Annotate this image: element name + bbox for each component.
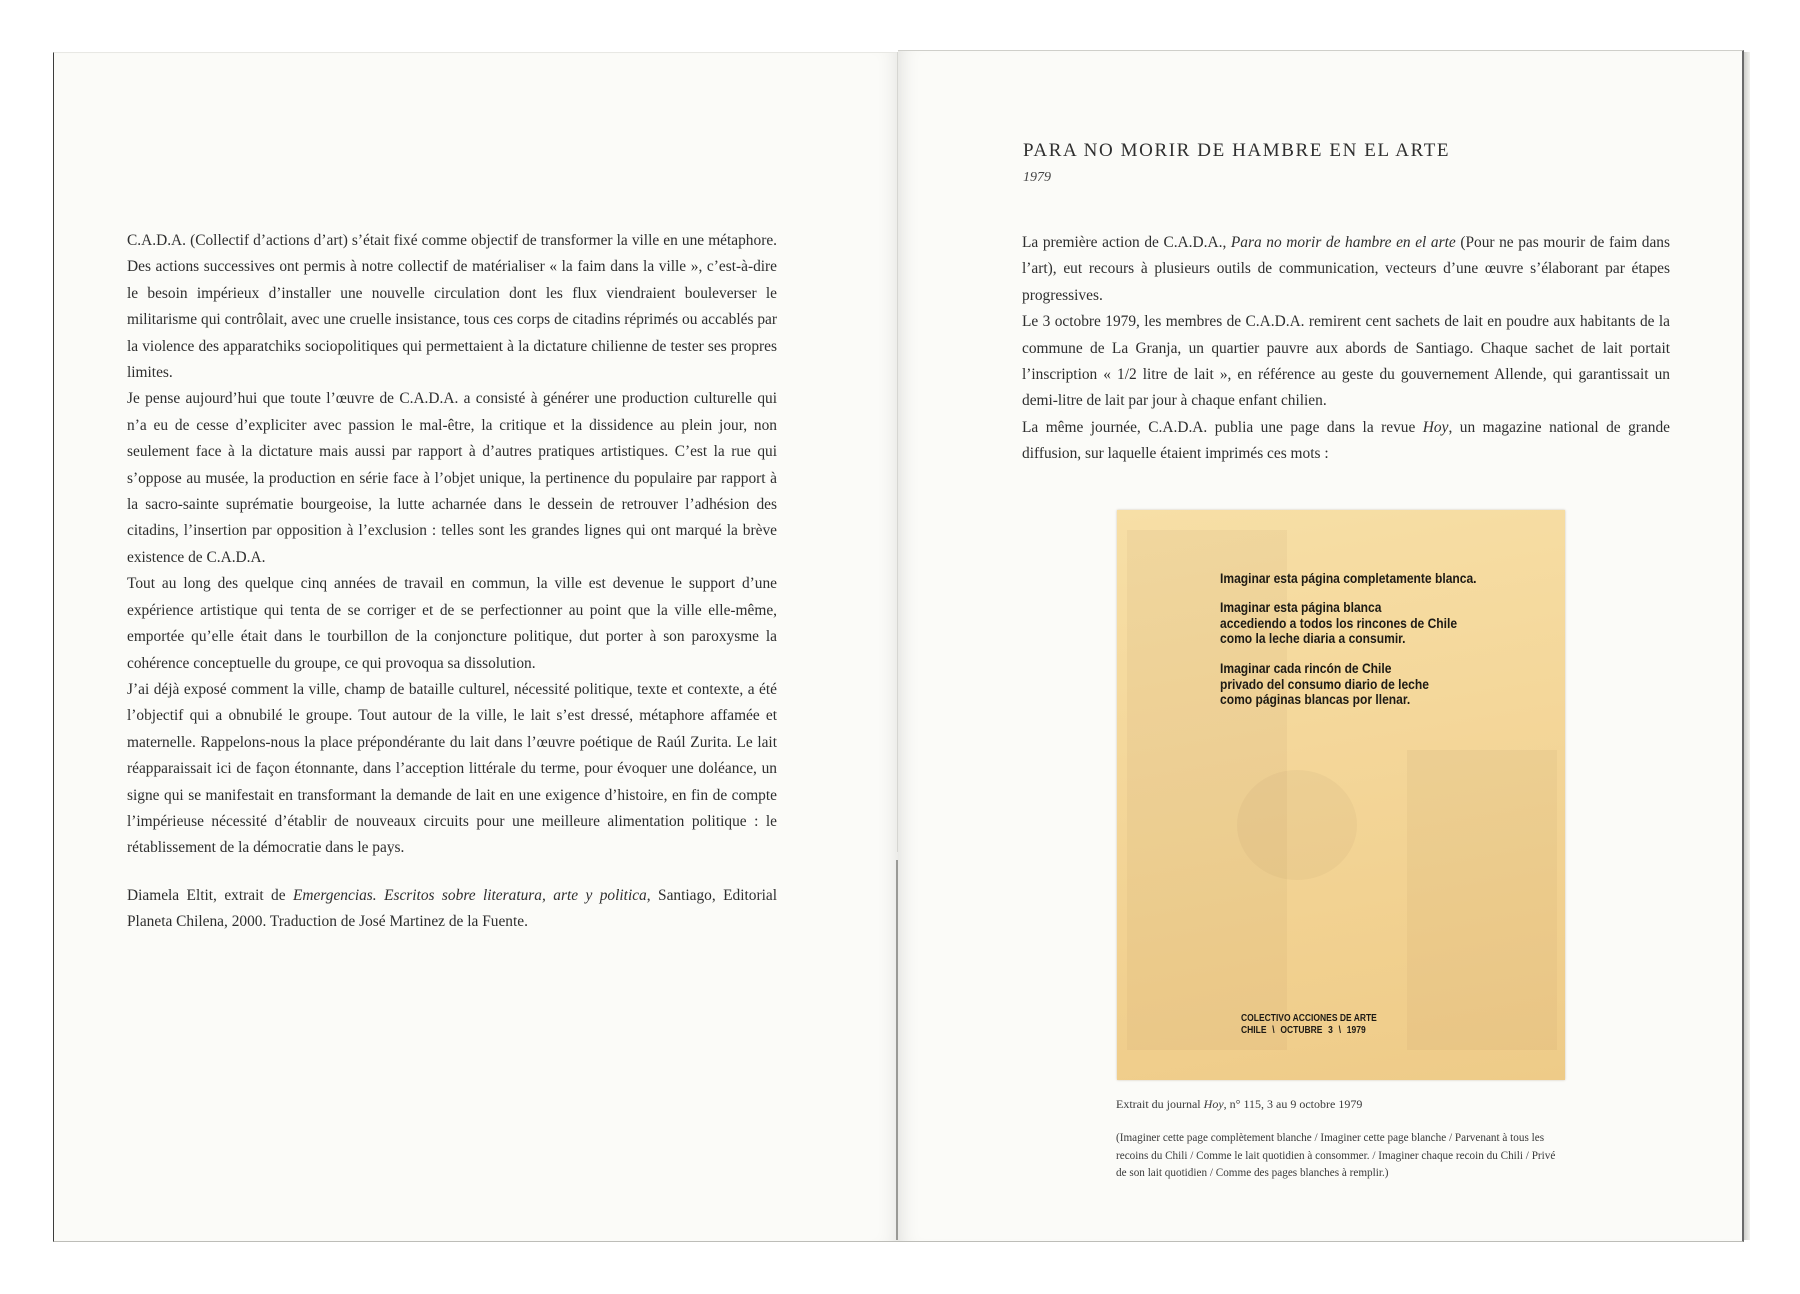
page-edge: [1744, 52, 1750, 1240]
clipping-block-3: [1220, 661, 1429, 708]
source-paragraph: [127, 883, 777, 936]
essay-paragraph-1: C.A.D.A. (Collectif d’actions d’art) s’était fixé comme objectif de transformer la ville en une métaphore. Des actions successives ont permis à notre collectif de matérialiser « la faim dans la ville », c’est-à-dire le besoin impérieux d’installer une nouvelle circulation dont les flux viendraient bouleverser le militarisme qui contrôlait, avec une cruelle insistance, tous ces corps de citadins réprimés ou accablés par la violence des apparatchiks sociopolitiques qui permettaient à la dictature chilienne de tester ses propres limites.: [127, 232, 777, 382]
intro-p3-before: La même journée, C.A.D.A. publia une page dans la revue: [1022, 418, 1423, 436]
clipping-line-1: Imaginar esta página completamente blanca.: [1220, 571, 1477, 586]
clipping-line: privado del consumo diario de leche: [1220, 676, 1429, 692]
page-title: PARA NO MORIR DE HAMBRE EN EL ARTE: [1023, 140, 1451, 161]
clipping-line: accediendo a todos los rincones de Chile: [1220, 615, 1458, 631]
intro-p1-italic: Para no morir de hambre en el arte: [1230, 234, 1456, 251]
source-suffix: , Santiago, Editorial Planeta Chilena, 2000. Traduction de José Martinez de la Fuente.: [127, 887, 778, 931]
newspaper-clipping: [1117, 510, 1565, 1080]
source-prefix: Diamela Eltit, extrait de: [127, 887, 294, 904]
clipping-block-2: [1220, 600, 1457, 647]
caption-before: Extrait du journal: [1116, 1097, 1204, 1111]
clipping-line: Imaginar cada rincón de Chile: [1220, 661, 1392, 676]
source-citation: [127, 883, 777, 936]
clipping-bleed-through: [1237, 770, 1357, 880]
essay-paragraph-4: J’ai déjà exposé comment la ville, champ de bataille culturel, nécessité politique, texte et contexte, a été l’objectif qui a obnubilé le groupe. Tout autour de la ville, le lait s’est dressé, métaphore affamée et maternelle. Rappelons-nous la place prépondérante du lait dans l’œuvre poétique de Raúl Zurita. Le lait réapparaissait ici de façon étonnante, dans l’acception littérale du terme, pour évoquer une doléance, un signe qui se manifestait en transformant la demande de lait en une exigence d’histoire, en fin de compte l’impérieuse nécessité d’établir de nouveaux circuits pour une meilleure alimentation politique : le rétablissement de la démocratie dans le pays.: [127, 680, 777, 857]
gutter-fold: [897, 52, 898, 852]
translation-note: (Imaginer cette page complètement blanche / Imaginer cette page blanche / Parvenant à tous les recoins du Chili / Comme le lait quotidien à consommer. / Imaginer chaque recoin du Chili / Privé de son lait quotidien / Comme des pages blanches à remplir.): [1116, 1132, 1556, 1179]
intro-p3-after: , un magazine national de grande diffusion, sur laquelle étaient imprimés ces mots :: [1022, 418, 1670, 463]
page-year: 1979: [1023, 170, 1051, 185]
intro-text: [1022, 230, 1670, 468]
gutter-staple-line: [896, 860, 898, 1240]
intro-paragraph-2: Le 3 octobre 1979, les membres de C.A.D.A. remirent cent sachets de lait en poudre aux habitants de la commune de La Granja, un quartier pauvre aux abords de Santiago. Chaque sachet de lait portait l’inscription « 1/2 litre de lait », en référence au geste du gouvernement Allende, qui garantissait un demi-litre de lait par jour à chaque enfant chilien.: [1022, 313, 1670, 410]
intro-p1-after: (Pour ne pas mourir de faim dans l’art), eut recours à plusieurs outils de communication, vecteurs d’une œuvre s’élaborant par étapes progressives.: [1022, 234, 1670, 304]
essay-text: [127, 228, 777, 862]
clipping-line: como la leche diaria a consumir.: [1220, 631, 1406, 647]
essay-paragraph-2: Je pense aujourd’hui que toute l’œuvre de C.A.D.A. a consisté à générer une production culturelle qui n’a eu de cesse d’expliciter avec passion le mal-être, la critique et la dissidence au plein jour, non seulement face à la dictature mais aussi par rapport à d’autres pratiques artistiques. C’est la rue qui s’oppose au musée, la production en série face à l’objet unique, la pertinence du populaire par rapport à la sacro-sainte suprématie bourgeoise, la lutte acharnée dans le dessein de retrouver l’adhésion des citadins, l’insertion par opposition à l’exclusion : telles sont les grandes lignes qui ont marqué la brève existence de C.A.D.A.: [127, 390, 777, 566]
clipping-line: como páginas blancas por llenar.: [1220, 692, 1411, 708]
clipping-bleed-through: [1407, 750, 1557, 1050]
intro-p3-italic: Hoy: [1422, 418, 1449, 436]
intro-p1-before: La première action de C.A.D.A.,: [1022, 234, 1231, 251]
clipping-line: Imaginar esta página blanca: [1220, 600, 1382, 615]
caption-italic: Hoy: [1203, 1097, 1224, 1111]
essay-paragraph-3: Tout au long des quelque cinq années de travail en commun, la ville est devenue le support d’une expérience artistique qui tenta de se corriger et de se perfectionner au point que la ville elle-même, emportée qu’elle était dans le tourbillon de la conjoncture politique, dut porter à son paroxysme la cohérence conceptuelle du groupe, ce qui provoqua sa dissolution.: [127, 575, 777, 672]
clipping-signature-collective: COLECTIVO ACCIONES DE ARTE: [1241, 1013, 1377, 1024]
intro-paragraph-1: [1022, 230, 1670, 309]
intro-paragraph-3: [1022, 415, 1670, 468]
image-caption: [1116, 1097, 1362, 1112]
source-book-title: Emergencias. Escritos sobre literatura, arte y politica: [293, 887, 647, 904]
clipping-signature-date: CHILE \ OCTUBRE 3 \ 1979: [1241, 1025, 1366, 1036]
caption-after: , n° 115, 3 au 9 octobre 1979: [1223, 1097, 1363, 1111]
